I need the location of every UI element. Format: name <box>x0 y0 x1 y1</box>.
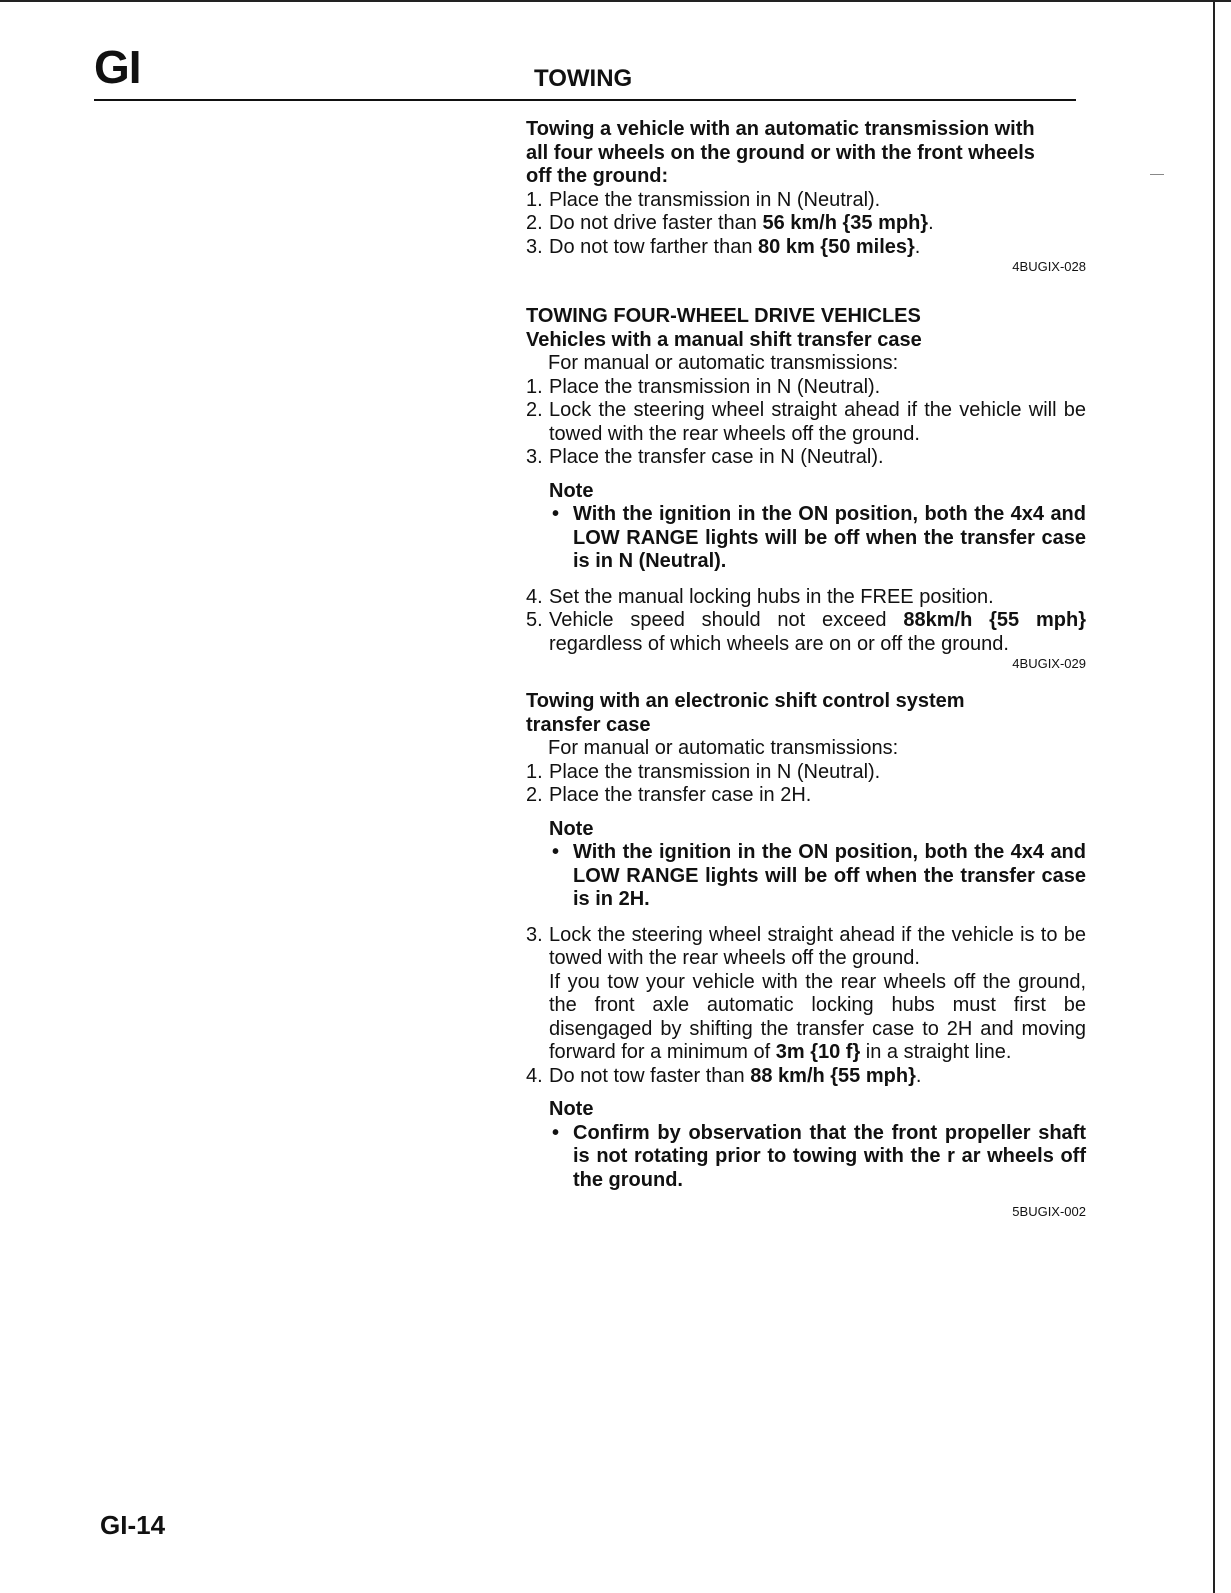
page-title: TOWING <box>534 65 633 92</box>
step-text: . <box>915 1064 922 1087</box>
step-content <box>549 446 1086 470</box>
step-number: 3. <box>526 446 543 468</box>
note-title: Note <box>549 1098 594 1120</box>
step-item <box>526 761 1086 785</box>
content-column <box>526 118 1086 1220</box>
bullet-icon: • <box>552 503 560 525</box>
note-title: Note <box>549 479 594 502</box>
section-heading: Towing a vehicle with an automatic transmission with <box>526 118 1035 140</box>
step-item <box>526 236 1086 260</box>
step-extra-text <box>549 971 1086 1065</box>
step-text: . <box>914 235 921 258</box>
step-item <box>526 586 1086 610</box>
section-block <box>526 118 1086 275</box>
step-text: If you tow your vehicle with the rear wheels off the ground, the front axle automatic locking hubs must first be disengaged by shifting the transfer case to 2H and moving forward for a minimum of <box>549 970 1086 1063</box>
step-item <box>526 1065 1086 1089</box>
emphasis-text: 88 km/h {55 mph} <box>750 1064 916 1087</box>
note-box <box>549 1098 1086 1192</box>
step-number: 3. <box>526 235 543 258</box>
page-number: GI-14 <box>100 1510 166 1540</box>
step-content <box>549 212 1086 236</box>
step-text: Place the transfer case in N (Neutral). <box>549 446 884 468</box>
section-heading: Vehicles with a manual shift transfer case <box>526 328 922 351</box>
step-number: 1. <box>526 760 543 783</box>
note-bullet <box>549 503 1086 574</box>
note-box <box>549 818 1086 912</box>
emphasis-text: 3m {10 f} <box>775 1041 861 1063</box>
emphasis-text: 80 km {50 miles} <box>758 235 915 258</box>
step-item <box>526 784 1086 808</box>
step-text: Place the transmission in N (Neutral). <box>549 760 881 783</box>
note-title: Note <box>549 817 594 840</box>
step-item <box>526 399 1086 446</box>
page-top-border <box>0 0 1231 2</box>
step-number: 4. <box>526 1064 543 1087</box>
step-number: 5. <box>526 609 543 631</box>
step-item <box>526 924 1086 1065</box>
note-text: With the ignition in the ON position, both the 4x4 and LOW RANGE lights will be off when the transfer case is in 2H. <box>573 841 1086 910</box>
step-number: 1. <box>526 188 543 211</box>
step-content <box>549 399 1086 446</box>
step-number: 2. <box>526 784 543 806</box>
step-content <box>549 924 1086 971</box>
reference-code: 4BUGIX-029 <box>1012 656 1086 671</box>
step-text: Do not tow faster than <box>549 1064 751 1087</box>
emphasis-text: 56 km/h {35 mph} <box>762 212 929 234</box>
bullet-icon: • <box>552 841 560 863</box>
page-right-border <box>1213 0 1215 1593</box>
step-text: Lock the steering wheel straight ahead if the vehicle will be towed with the rear wheels off the ground. <box>549 399 1086 445</box>
step-content <box>549 761 1086 785</box>
step-item <box>526 376 1086 400</box>
step-number: 3. <box>526 923 543 946</box>
step-content <box>549 586 1086 610</box>
step-text: Set the manual locking hubs in the FREE position. <box>549 585 994 608</box>
margin-mark <box>1150 174 1164 175</box>
step-content <box>549 236 1086 260</box>
note-box <box>549 480 1086 574</box>
step-item <box>526 189 1086 213</box>
step-content <box>549 376 1086 400</box>
step-text: in a straight line. <box>860 1041 1012 1063</box>
step-number: 2. <box>526 212 543 234</box>
reference-code: 4BUGIX-028 <box>1012 259 1086 274</box>
step-text: Place the transmission in N (Neutral). <box>549 375 881 398</box>
step-number: 4. <box>526 585 543 608</box>
step-text: Place the transfer case in 2H. <box>549 784 812 806</box>
note-bullet <box>549 841 1086 912</box>
reference-code: 5BUGIX-002 <box>1012 1204 1086 1219</box>
section-heading: Towing with an electronic shift control system <box>526 690 965 712</box>
step-item <box>526 446 1086 470</box>
note-bullet <box>549 1122 1086 1193</box>
intro-text: For manual or automatic transmissions: <box>548 737 899 759</box>
step-text: Lock the steering wheel straight ahead if the vehicle is to be towed with the rear wheels off the ground. <box>549 923 1086 969</box>
step-text: Place the transmission in N (Neutral). <box>549 188 881 211</box>
step-text: Do not drive faster than <box>549 212 763 234</box>
section-block <box>526 305 1086 672</box>
section-code: GI <box>94 41 141 93</box>
step-text: Vehicle speed should not exceed <box>549 609 904 631</box>
step-item <box>526 609 1086 656</box>
step-content <box>549 784 1086 808</box>
step-item <box>526 212 1086 236</box>
step-text: regardless of which wheels are on or off the ground. <box>549 632 1009 655</box>
note-text: With the ignition in the ON position, both the 4x4 and LOW RANGE lights will be off when the transfer case is in N (Neutral). <box>573 503 1086 572</box>
intro-text: For manual or automatic transmissions: <box>548 352 899 374</box>
section-block <box>526 690 1086 1220</box>
section-heading: off the ground: <box>526 165 669 187</box>
note-text: Confirm by observation that the front propeller shaft is not rotating prior to towing with the r ar wheels off the ground. <box>573 1121 1086 1191</box>
bullet-icon: • <box>552 1121 560 1144</box>
section-heading: all four wheels on the ground or with the front wheels <box>526 141 1035 164</box>
step-number: 2. <box>526 399 543 421</box>
step-text: . <box>928 212 934 234</box>
step-number: 1. <box>526 375 543 398</box>
section-heading: TOWING FOUR-WHEEL DRIVE VEHICLES <box>526 305 921 327</box>
step-content <box>549 1065 1086 1089</box>
section-heading: transfer case <box>526 713 651 736</box>
emphasis-text: 88km/h {55 mph} <box>903 609 1086 631</box>
header-rule <box>94 99 1076 101</box>
step-text: Do not tow farther than <box>549 235 759 258</box>
step-content <box>549 189 1086 213</box>
step-content <box>549 609 1086 656</box>
